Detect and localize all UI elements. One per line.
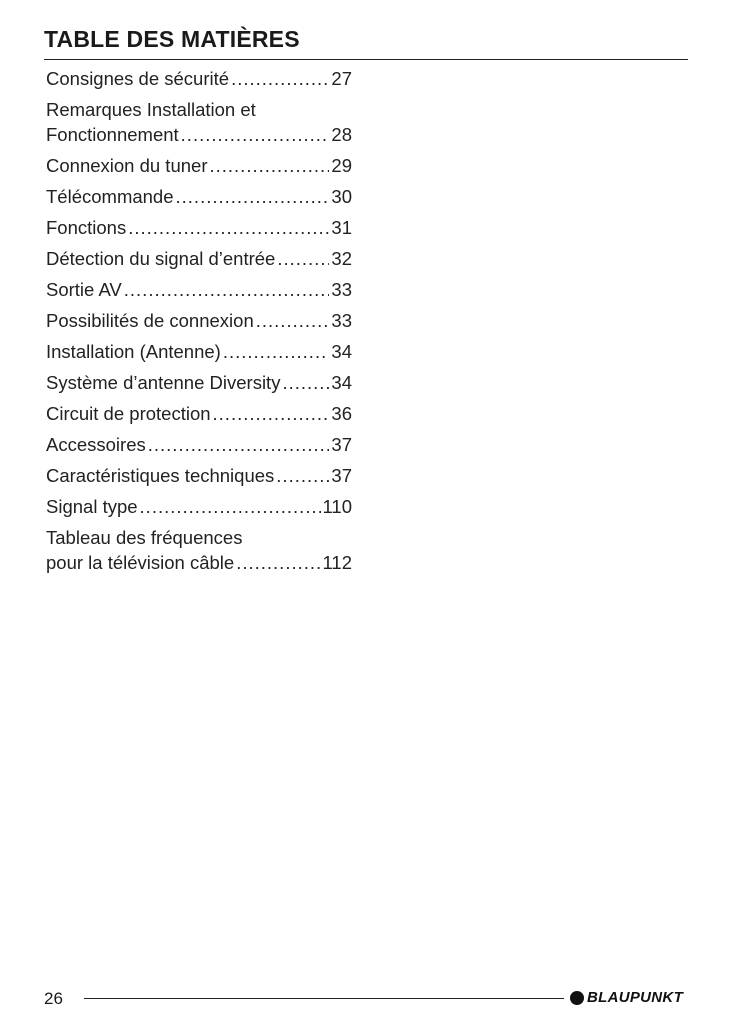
toc-entry-title-line: Tableau des fréquences [46, 527, 243, 548]
toc-entry-title-line: Remarques Installation et [46, 99, 256, 120]
toc-entry-title: Télécommande [46, 186, 174, 207]
toc-entry [46, 66, 352, 91]
dot-leader [181, 122, 330, 147]
toc-entry-page: 36 [331, 403, 352, 424]
dot-leader [256, 308, 330, 333]
toc-entry-title: Fonctions [46, 217, 127, 238]
toc-entry-line [46, 122, 352, 147]
toc-entry-title: Consignes de sécurité [46, 68, 230, 89]
page-title: TABLE DES MATIÈRES [44, 26, 300, 52]
toc-entry-page: 29 [331, 155, 352, 176]
toc-entry [46, 246, 352, 271]
dot-leader [176, 184, 330, 209]
toc-entry [46, 339, 352, 364]
toc-entry-title: pour la télévision câble [46, 552, 235, 573]
dot-leader [140, 494, 321, 519]
dot-leader [209, 153, 329, 178]
toc-entry [46, 308, 352, 333]
toc-entry-line [46, 215, 352, 240]
toc-entry-line [46, 463, 352, 488]
toc-entry-title: Accessoires [46, 434, 146, 455]
dot-leader [223, 339, 330, 364]
dot-leader [236, 550, 320, 575]
toc-entry-line [46, 339, 352, 364]
toc-entry-title: Caractéristiques techniques [46, 465, 275, 486]
toc-entry-line [46, 370, 352, 395]
toc-entry-page: 33 [331, 279, 352, 300]
toc-entry-line [46, 184, 352, 209]
toc-entry [46, 97, 352, 147]
toc-entry-line [46, 550, 352, 575]
toc-entry-line [46, 66, 352, 91]
toc-entry-page: 37 [331, 434, 352, 455]
toc-entry-page: 34 [331, 372, 352, 393]
toc-entry-page: 33 [331, 310, 352, 331]
toc-entry-page: 32 [331, 248, 352, 269]
toc-entry-page: 34 [331, 341, 352, 362]
brand-logo [570, 989, 683, 1006]
toc-entry-title: Fonctionnement [46, 124, 179, 145]
toc-entry-page: 28 [331, 124, 352, 145]
toc-entry [46, 184, 352, 209]
brand-name: BLAUPUNKT [587, 989, 684, 1006]
toc-entry-title: Système d’antenne Diversity [46, 372, 281, 393]
toc-entry-page: 27 [331, 68, 352, 89]
brand-dot-icon [570, 991, 584, 1005]
toc-entry-page: 110 [322, 496, 352, 517]
dot-leader [124, 277, 330, 302]
dot-leader [213, 401, 330, 426]
toc-entry-title: Circuit de protection [46, 403, 211, 424]
toc-entry [46, 153, 352, 178]
toc-entry [46, 432, 352, 457]
toc-entry-line [46, 153, 352, 178]
toc-entry-page: 112 [322, 552, 352, 573]
page-number: 26 [44, 989, 63, 1008]
toc-entry [46, 277, 352, 302]
toc-entry-line [46, 432, 352, 457]
dot-leader [276, 463, 329, 488]
toc-entry-page: 37 [331, 465, 352, 486]
toc-entry-title: Détection du signal d’entrée [46, 248, 276, 269]
toc-entry [46, 494, 352, 519]
toc-entry [46, 215, 352, 240]
table-of-contents [46, 66, 352, 575]
toc-entry-page: 31 [331, 217, 352, 238]
dot-leader [231, 66, 329, 91]
footer-divider [84, 998, 564, 999]
toc-entry [46, 370, 352, 395]
toc-entry [46, 401, 352, 426]
toc-entry-page: 30 [331, 186, 352, 207]
toc-entry-title: Possibilités de connexion [46, 310, 254, 331]
toc-entry-line [46, 494, 352, 519]
toc-entry-title: Sortie AV [46, 279, 122, 300]
title-divider [44, 59, 688, 60]
toc-entry-title: Signal type [46, 496, 138, 517]
toc-entry [46, 525, 352, 575]
dot-leader [128, 215, 329, 240]
toc-entry [46, 463, 352, 488]
dot-leader [148, 432, 330, 457]
toc-entry-line [46, 401, 352, 426]
toc-entry-line [46, 308, 352, 333]
dot-leader [277, 246, 329, 271]
toc-entry-title: Installation (Antenne) [46, 341, 221, 362]
toc-entry-line [46, 277, 352, 302]
toc-entry-title: Connexion du tuner [46, 155, 208, 176]
dot-leader [282, 370, 329, 395]
toc-entry-line [46, 246, 352, 271]
